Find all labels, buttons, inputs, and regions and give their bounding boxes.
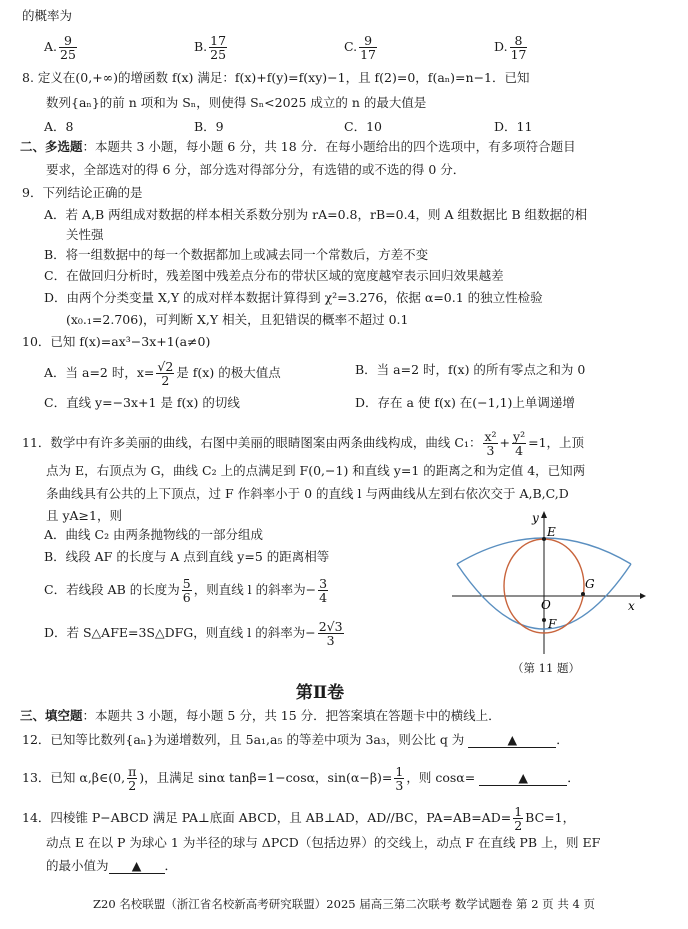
q12-text: 12．已知等比数列{aₙ}为递增数列，且 5a₁,a₅ 的等差中项为 3a₃，则公比 q 为 ▲ ． xyxy=(22,732,569,747)
point-f xyxy=(542,618,546,622)
prev-question-tail: 的概率为 xyxy=(22,8,73,23)
q11-line1: 11．数学中有许多美丽的曲线，右图中美丽的眼睛图案由两条曲线构成，曲线 C₁： $\frac{\text{x²}}{3}$ + $\frac{\text{y²}}{4}$ =1，上顶 xyxy=(22,429,585,458)
q12-answer-blank[interactable]: ▲ xyxy=(468,733,556,748)
q8-choice-c[interactable]: C．10 xyxy=(344,119,382,134)
q11-option-d[interactable]: D．若 S△AFE=3S△DFG，则直线 l 的斜率为− $\frac{2√3}{3}$ xyxy=(44,619,343,648)
figure-caption: （第 11 题） xyxy=(512,661,580,675)
q13-text: 13．已知 α,β∈(0, $\frac{\pi}{2}$ )，且满足 sinα tanβ=1−cosα，sin(α−β)= $\frac{1}{3}$ ，则 cosα= ▲ ． xyxy=(22,764,580,793)
q10-option-d[interactable]: D．存在 a 使 f(x) 在(−1,1)上单调递增 xyxy=(355,395,575,410)
q11-line4: 且 yA≥1，则 xyxy=(46,508,122,523)
q9-stem: 9．下列结论正确的是 xyxy=(22,185,143,200)
q11-option-c[interactable]: C．若线段 AB 的长度为 $\frac{5}{6}$ ，则直线 l 的斜率为− $\frac{3}{4}$ xyxy=(44,576,328,605)
x-axis-arrow xyxy=(640,593,646,599)
section2-heading: 二、多选题：本题共 3 小题，每小题 6 分，共 18 分．在每小题给出的四个选项中，有多项符合题目 xyxy=(20,139,576,154)
q8-choices xyxy=(44,117,644,135)
prev-choice-d[interactable]: D. $\frac{8}{17}$ xyxy=(494,33,527,62)
section2-instructions: 要求，全部选对的得 6 分，部分选对得部分分，有选错的或不选的得 0 分． xyxy=(46,162,466,177)
label-e: E xyxy=(547,525,556,539)
q8-choice-d[interactable]: D．11 xyxy=(494,119,533,134)
prev-choice-c[interactable]: C. $\frac{9}{17}$ xyxy=(344,33,376,62)
q10-option-a[interactable]: A．当 a=2 时，x= $\frac{√2}{2}$ 是 f(x) 的极大值点 xyxy=(44,359,281,388)
label-g: G xyxy=(585,577,595,591)
q11-eye-figure xyxy=(452,508,652,658)
q9-option-d[interactable]: D．由两个分类变量 X,Y 的成对样本数据计算得到 χ²=3.276，依据 α=0.1 的独立性检验 xyxy=(44,290,543,305)
q8-choice-a[interactable]: A．8 xyxy=(44,119,74,134)
label-y: y xyxy=(532,511,539,525)
q10-option-c[interactable]: C．直线 y=−3x+1 是 f(x) 的切线 xyxy=(44,395,240,410)
q11-option-a[interactable]: A．曲线 C₂ 由两条抛物线的一部分组成 xyxy=(44,527,264,542)
q10-option-b[interactable]: B．当 a=2 时，f(x) 的所有零点之和为 0 xyxy=(355,362,586,377)
prev-choice-a[interactable]: A. $\frac{9}{25}$ xyxy=(44,33,76,62)
q11-option-b[interactable]: B．线段 AF 的长度与 A 点到直线 y=5 的距离相等 xyxy=(44,549,330,564)
section3-heading: 三、填空题：本题共 3 小题，每小题 5 分，共 15 分．把答案填在答题卡中的横线上． xyxy=(20,708,501,723)
q9-option-b[interactable]: B．将一组数据中的每一个数据都加上或减去同一个常数后，方差不变 xyxy=(44,247,429,262)
y-axis-arrow xyxy=(541,511,547,518)
prev-choices xyxy=(44,34,644,61)
q8-line1: 8. 定义在(0,+∞)的增函数 f(x) 满足：f(x)+f(y)=f(xy)−1，且 f(2)=0，f(aₙ)=n−1．已知 xyxy=(22,70,530,85)
q8-choice-b[interactable]: B．9 xyxy=(194,119,224,134)
part2-title: 第Ⅱ卷 xyxy=(295,683,345,703)
q14-line1: 14．四棱锥 P−ABCD 满足 PA⊥底面 ABCD，且 AB⊥AD，AD//BC，PA=AB=AD= $\frac{1}{2}$ BC=1， xyxy=(22,804,576,833)
q13-answer-blank[interactable]: ▲ xyxy=(479,771,567,786)
label-f: F xyxy=(548,617,557,631)
q9-option-a-cont: 关性强 xyxy=(66,227,104,242)
q9-option-a[interactable]: A．若 A,B 两组成对数据的样本相关系数分别为 rA=0.8，rB=0.4，则 A 组数据比 B 组数据的相 xyxy=(44,207,588,222)
q11-line2: 点为 E，右顶点为 G，曲线 C₂ 上的点满足到 F(0,−1) 和直线 y=1 的距离之和为定值 4，已知两 xyxy=(46,463,586,478)
q9-option-d-cont: (x₀.₁=2.706)，可判断 X,Y 相关，且犯错误的概率不超过 0.1 xyxy=(66,312,409,327)
point-e xyxy=(542,537,546,541)
q14-line2: 动点 E 在以 P 为球心 1 为半径的球与 ΔPCD（包括边界）的交线上，动点 F 在直线 PB 上，则 EF xyxy=(46,835,601,850)
prev-choice-b[interactable]: B. $\frac{17}{25}$ xyxy=(194,33,227,62)
q14-line3: 的最小值为 ▲ ． xyxy=(46,858,178,873)
point-g xyxy=(581,592,585,596)
label-x: x xyxy=(628,599,635,613)
q9-option-c[interactable]: C．在做回归分析时，残差图中残差点分布的带状区域的宽度越窄表示回归效果越差 xyxy=(44,268,504,283)
q10-stem: 10．已知 f(x)=ax³−3x+1(a≠0) xyxy=(22,334,211,349)
q11-line3: 条曲线具有公共的上下顶点，过 F 作斜率小于 0 的直线 l 与两曲线从左到右依次交于 A,B,C,D xyxy=(46,486,569,501)
page-footer: Z20 名校联盟（浙江省名校新高考研究联盟）2025 届高三第二次联考 数学试题卷 第 2 页 共 4 页 xyxy=(93,897,595,911)
q8-line2: 数列{aₙ}的前 n 项和为 Sₙ，则使得 Sₙ<2025 成立的 n 的最大值是 xyxy=(46,95,427,110)
label-o: O xyxy=(541,598,551,612)
q14-answer-blank[interactable]: ▲ xyxy=(109,859,165,874)
